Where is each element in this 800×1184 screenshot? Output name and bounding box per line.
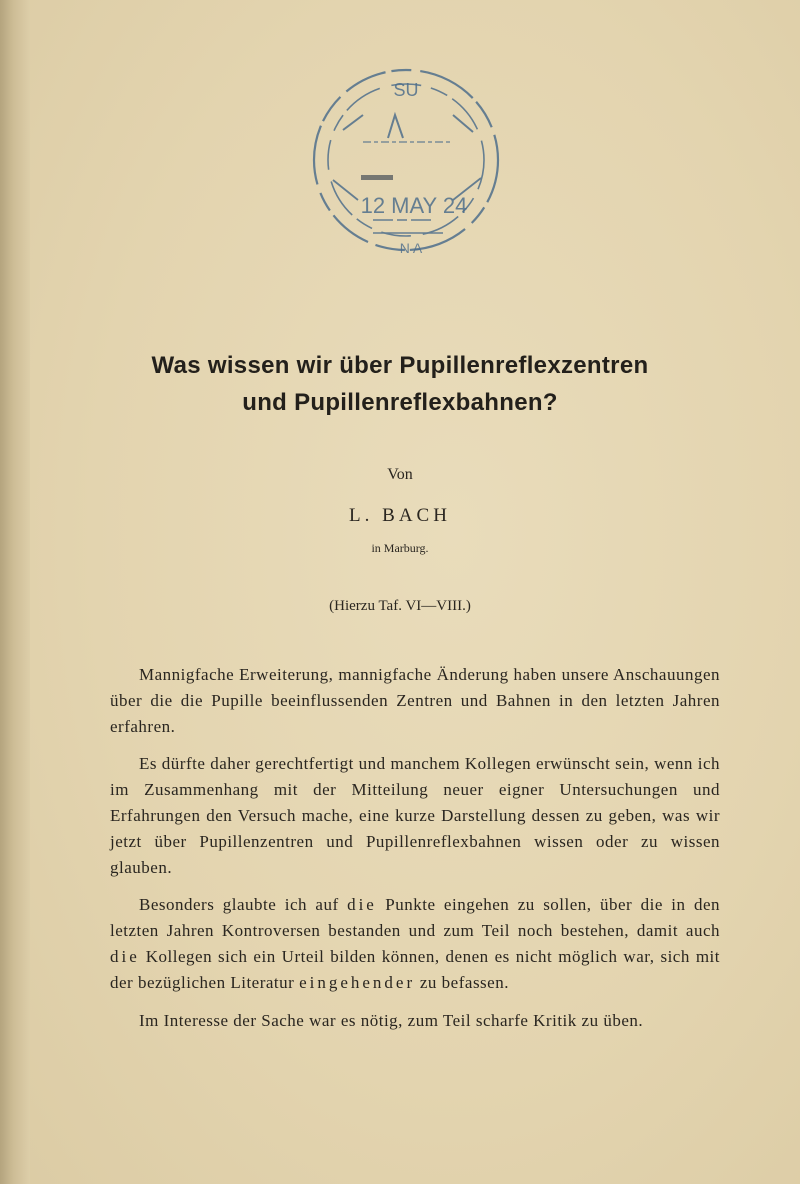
paragraph-3-part-d: zu befassen. <box>419 972 509 992</box>
paragraph-3 <box>110 892 720 995</box>
stamp-graphic <box>303 60 508 260</box>
emphasis-die-2: die <box>110 946 140 966</box>
plates-note: (Hierzu Taf. VI—VIII.) <box>329 598 471 614</box>
article-title-line-2: und Pupillenreflexbahnen? <box>242 389 558 416</box>
paragraph-2: Es dürfte daher gerechtfertigt und manchem Kollegen erwünscht sein, wenn ich im Zusammenhang mit der Mitteilung neuer eigner Untersuchungen und Erfahrungen den Versuch mache, eine kurze Darstellung dessen zu geben, was wir jetzt über Pupillenzentren und Pupillenreflexbahnen wissen oder zu wissen glauben. <box>110 754 720 877</box>
stamp-bottom-text: N A <box>399 240 423 256</box>
stamp-top-text: SU <box>393 80 419 100</box>
byline-von: Von <box>387 466 413 483</box>
paragraph-4: Im Interesse der Sache war es nötig, zum Teil scharfe Kritik zu üben. <box>139 1010 644 1030</box>
paragraph-1: Mannigfache Erweiterung, mannigfache Änderung haben unsere Anschauungen über die die Pupille beeinflussenden Zentren und Bahnen in den letzten Jahren erfahren. <box>110 665 720 736</box>
emphasis-eingehender: eingehender <box>299 972 416 992</box>
paragraph-3-part-c: Kollegen sich ein Urteil bilden können, denen es nicht möglich war, sich mit der bezüglichen Literatur <box>110 946 720 992</box>
author-name: L. BACH <box>349 505 451 526</box>
library-stamp <box>303 60 508 260</box>
article-body <box>110 662 720 1045</box>
emphasis-die-1: die <box>347 895 377 915</box>
author-affiliation: in Marburg. <box>371 541 429 555</box>
stamp-date: 12 MAY 24 <box>360 193 468 218</box>
paragraph-3-part-a: Besonders glaubte ich auf <box>139 895 339 915</box>
article-title-line-1: Was wissen wir über Pupillenreflexzentren <box>151 352 649 379</box>
paragraph-3-part-b: Punkte eingehen zu sollen, über die in den letzten Jahren Kontroversen bestanden und zum Teil noch bestehen, damit auch <box>110 895 721 941</box>
page-binding-edge <box>0 0 30 1184</box>
